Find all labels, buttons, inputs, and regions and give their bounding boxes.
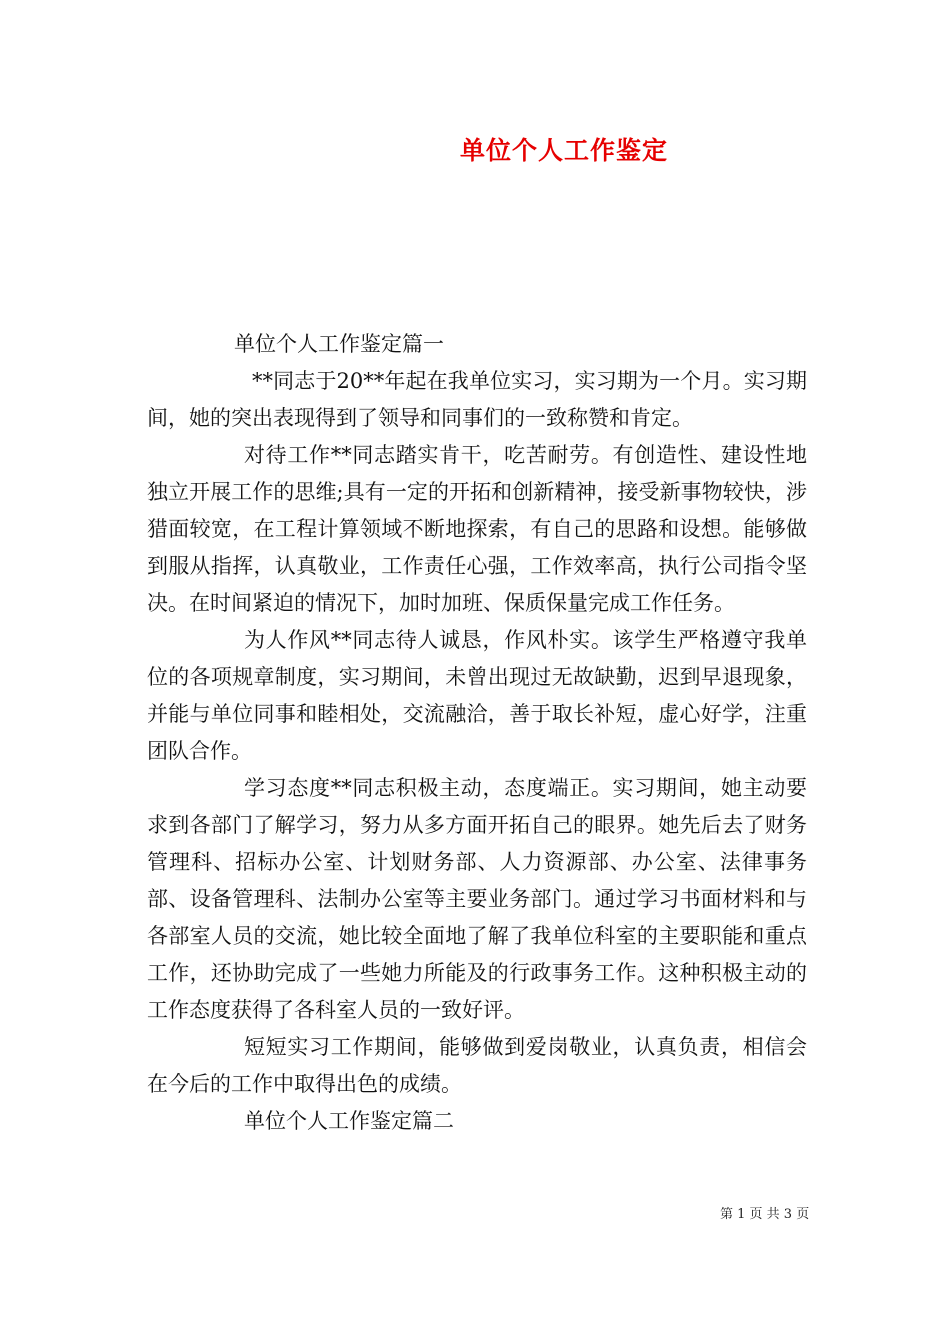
paragraph: 学习态度**同志积极主动，态度端正。实习期间，她主动要求到各部门了解学习，努力从多方面开拓自己的眼界。她先后去了财务管理科、招标办公室、计划财务部、人力资源部、办公室、法律事务部、设备管理科、法制办公室等主要业务部门。通过学习书面材料和与各部室人员的交流，她比较全面地了解了我单位科室的主要职能和重点工作，还协助完成了一些她力所能及的行政事务工作。这种积极主动的工作态度获得了各科室人员的一致好评。 (147, 776, 807, 1022)
paragraph: 短短实习工作期间，能够做到爱岗敬业，认真负责，相信会在今后的工作中取得出色的成绩。 (147, 1035, 807, 1096)
paragraph: 为人作风**同志待人诚恳，作风朴实。该学生严格遵守我单位的各项规章制度，实习期间，未曾出现过无故缺勤，迟到早退现象，并能与单位同事和睦相处，交流融洽，善于取长补短，虚心好学，注重团队合作。 (147, 628, 807, 763)
section-heading-2: 单位个人工作鉴定篇二 (244, 1109, 454, 1133)
page-title: 单位个人工作鉴定 (459, 136, 668, 165)
paragraph: 对待工作**同志踏实肯干，吃苦耐劳。有创造性、建设性地独立开展工作的思维;具有一定的开拓和创新精神，接受新事物较快，涉猎面较宽，在工程计算领域不断地探索，有自己的思路和设想。能够做到服从指挥，认真敬业，工作责任心强，工作效率高，执行公司指令坚决。在时间紧迫的情况下，加时加班、保质保量完成工作任务。 (147, 443, 807, 615)
document-body (147, 326, 807, 1140)
paragraph: **同志于20**年起在我单位实习，实习期为一个月。实习期间，她的突出表现得到了领导和同事们的一致称赞和肯定。 (147, 369, 807, 430)
section-heading-1: 单位个人工作鉴定篇一 (234, 332, 444, 356)
page-number-footer: 第 1 页 共 3 页 (720, 1207, 810, 1222)
